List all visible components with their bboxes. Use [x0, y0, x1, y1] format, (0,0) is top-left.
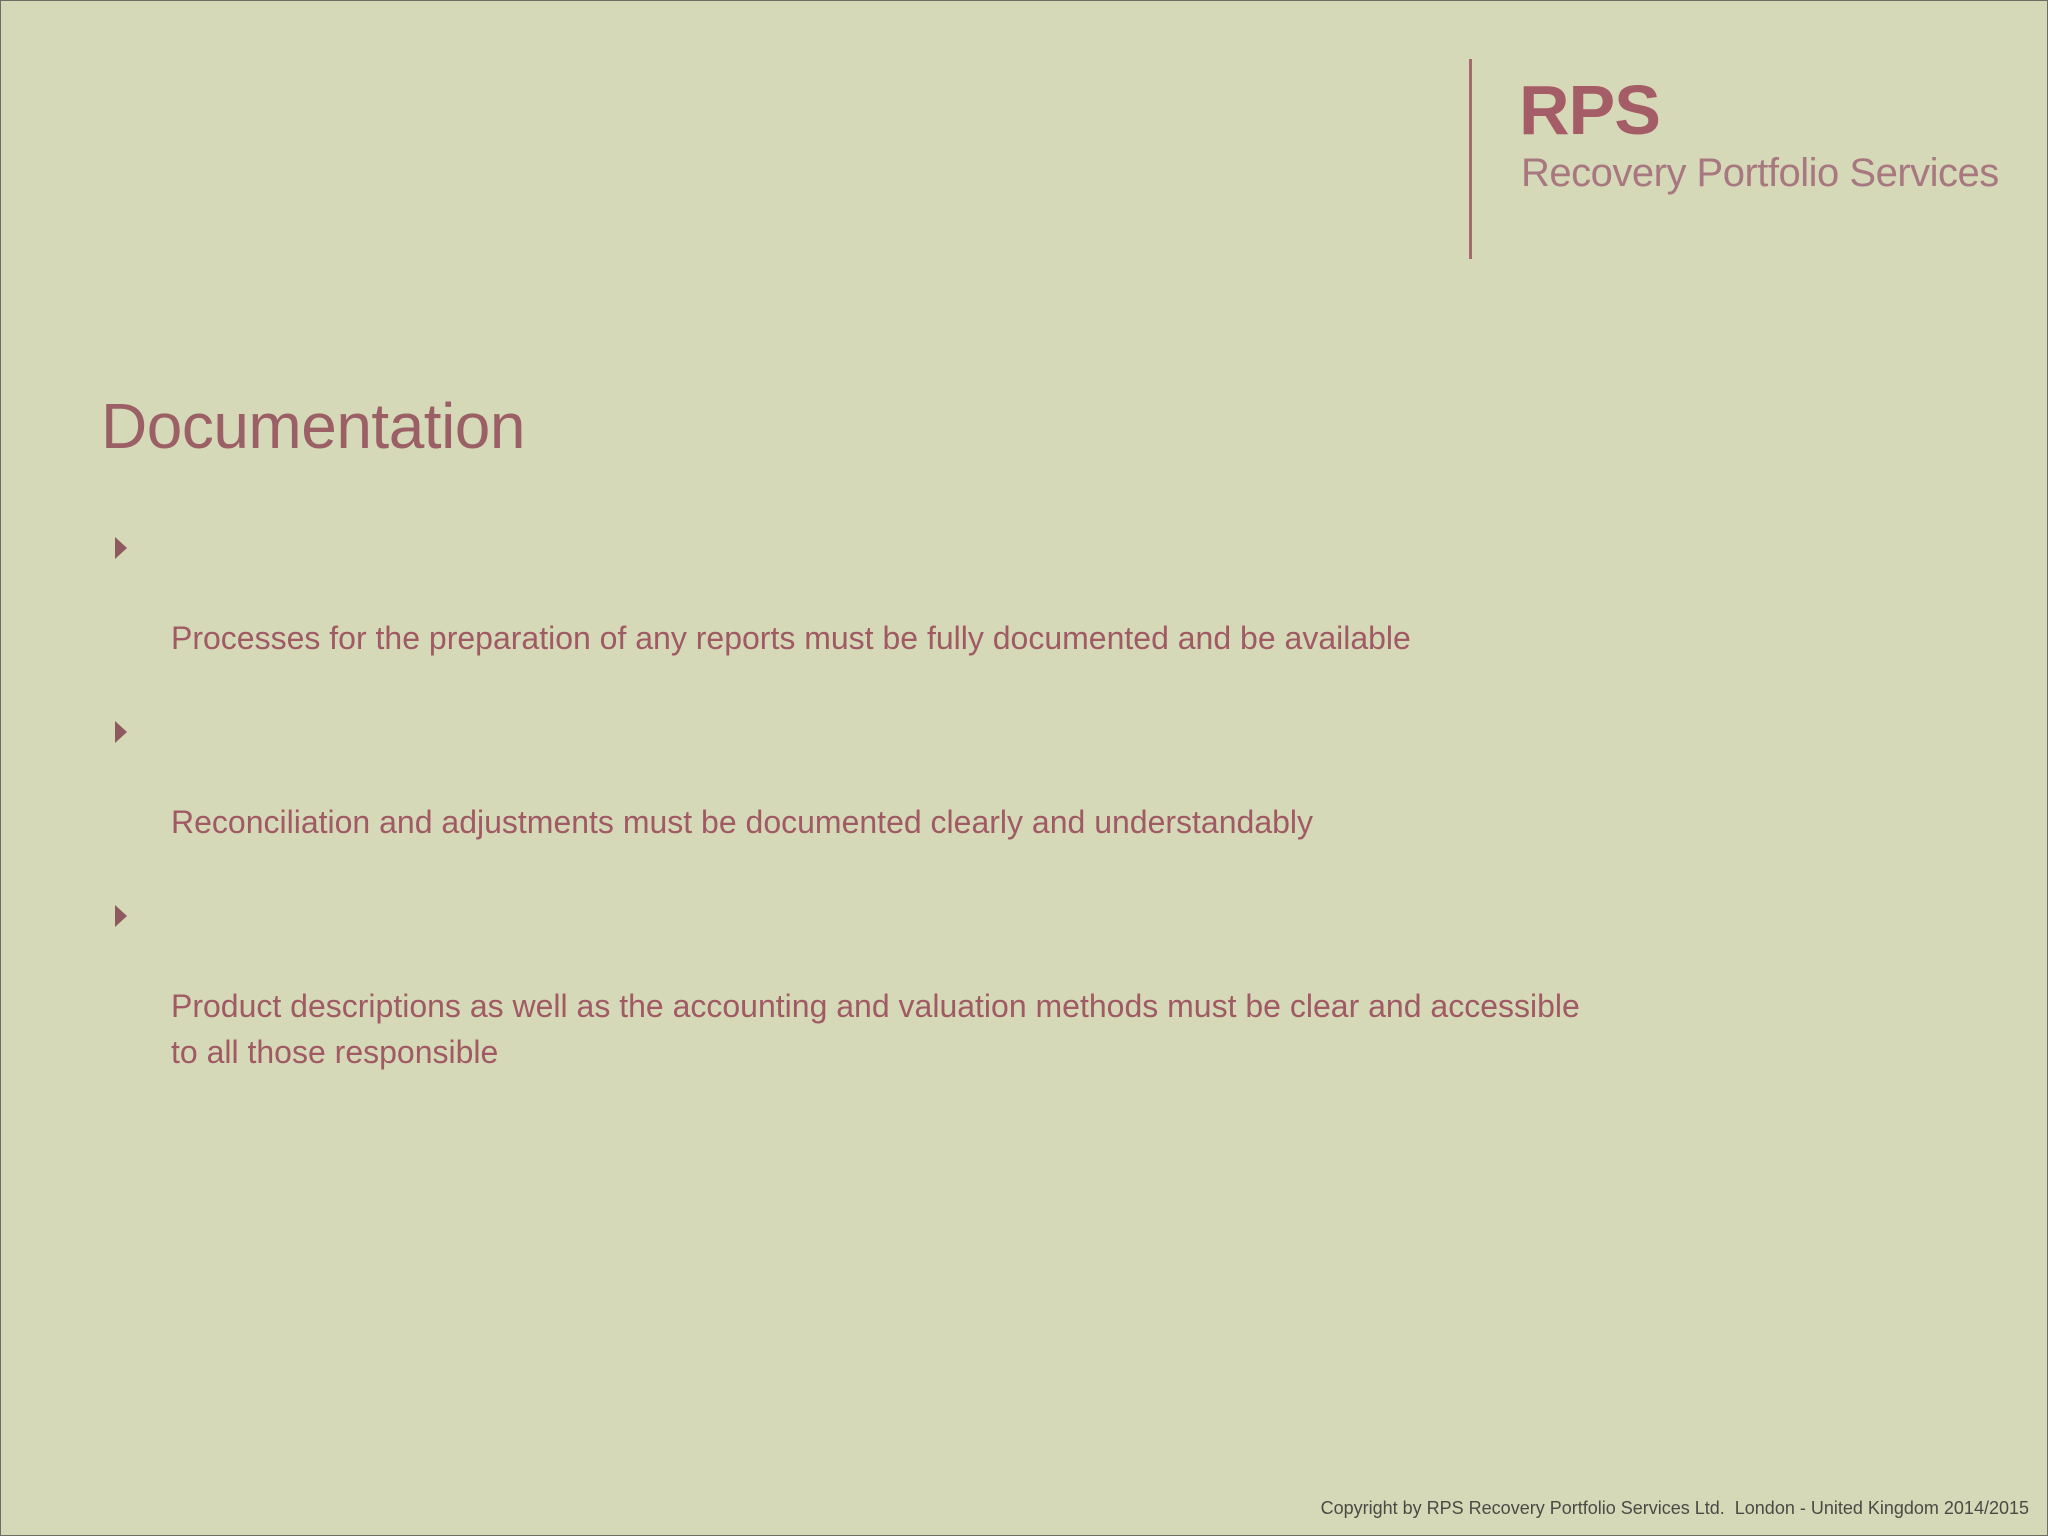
bullet-list: [111, 523, 1711, 1121]
footer-copyright: Copyright by RPS Recovery Portfolio Services Ltd. London - United Kingdom 2014/2015: [1320, 1498, 2029, 1518]
slide-title: Documentation: [101, 390, 525, 462]
bullet-item: [111, 523, 1711, 661]
triangle-right-icon: [115, 905, 127, 927]
logo-name: Recovery Portfolio Services: [1521, 151, 1999, 195]
bullet-item: [111, 707, 1711, 845]
bullet-item: [111, 891, 1711, 1075]
logo-mark: RPS: [1519, 71, 1660, 149]
bullet-text: Reconciliation and adjustments must be documented clearly and understandably: [171, 804, 1314, 840]
logo-divider: [1469, 59, 1472, 259]
triangle-right-icon: [115, 537, 127, 559]
triangle-right-icon: [115, 721, 127, 743]
bullet-text: Product descriptions as well as the accounting and valuation methods must be clear and accessible to all those responsible: [171, 988, 1580, 1070]
bullet-text: Processes for the preparation of any reports must be fully documented and be available: [171, 620, 1411, 656]
